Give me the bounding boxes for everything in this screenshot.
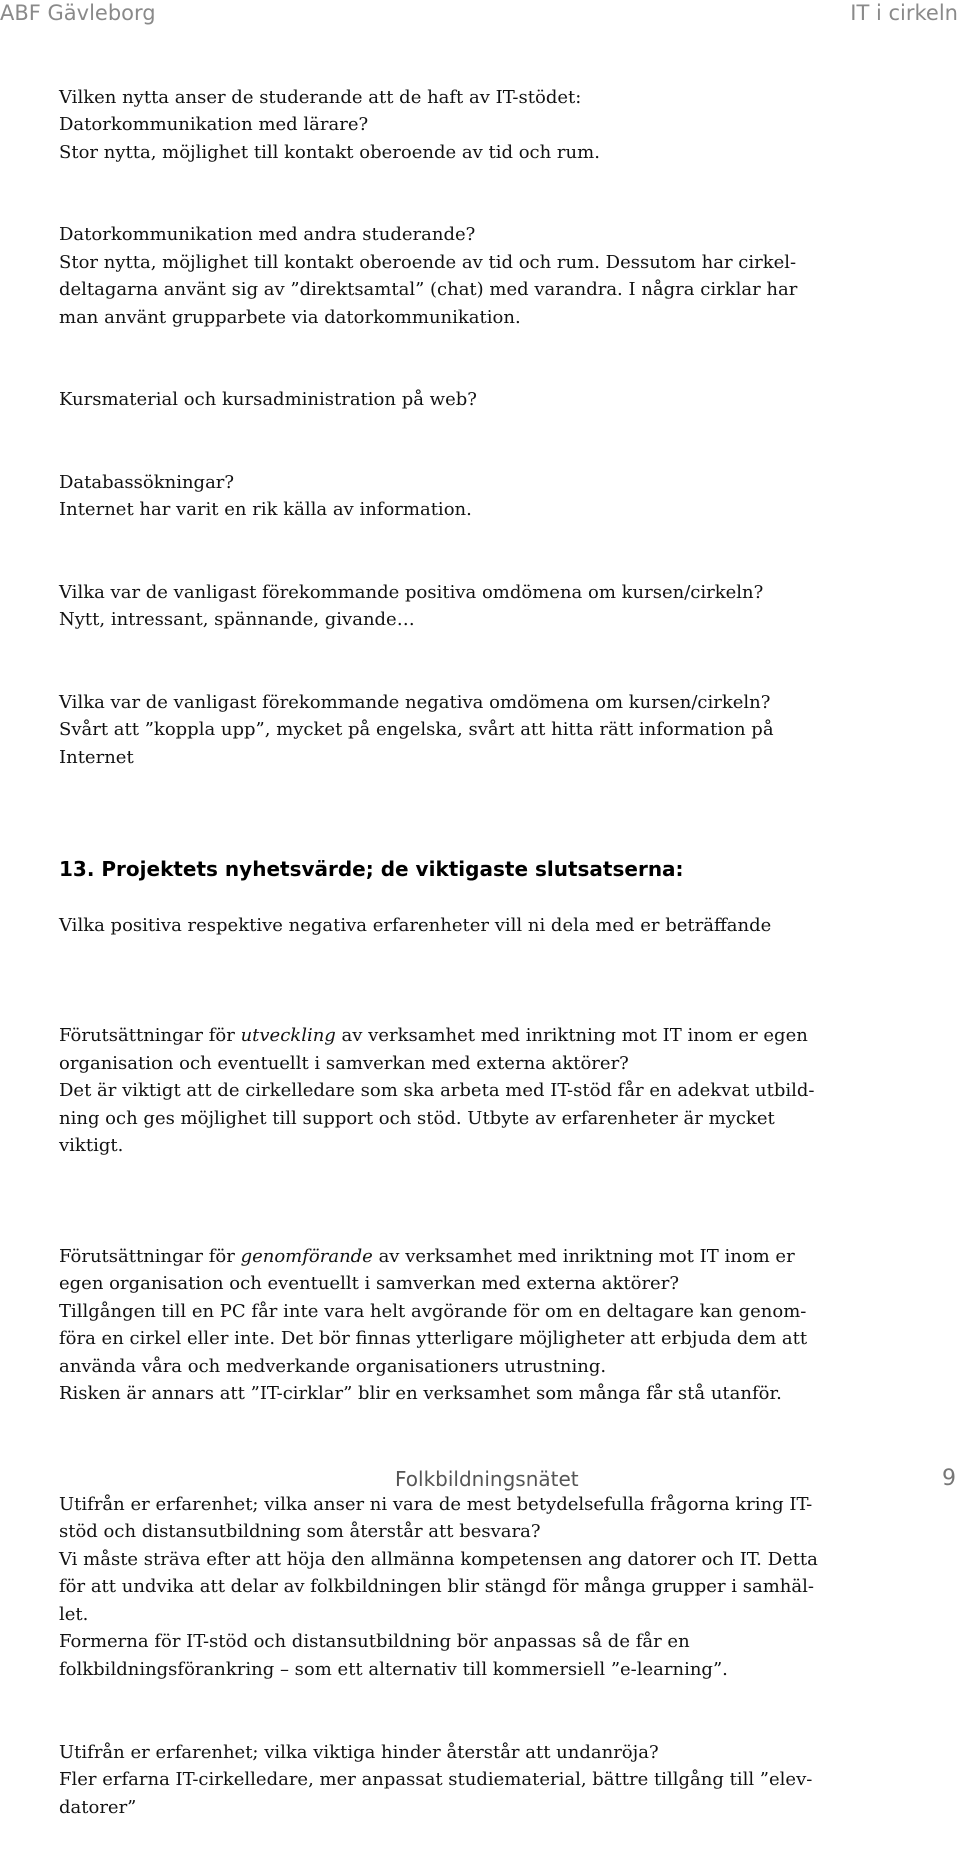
paragraph-student-communication: Datorkommunikation med andra studerande? Stor nytta, möjlighet till kontakt oberoende av tid och rum. Dessutom har cirkel- deltagarna använt sig av ”direktsamtal” (chat) med varandra. I några cirklar har man använt grupparbete via datorkommunikation.	[59, 224, 798, 328]
p2-emphasis: genomförande	[240, 1245, 373, 1267]
section-heading: 13. Projektets nyhetsvärde; de viktigaste slutsatserna:	[59, 857, 684, 881]
p1-rest: av verksamhet med inriktning mot IT inom er egen organisation och eventuellt i samverkan med externa aktörer? Det är viktigt att de cirkelledare som ska arbeta med IT-stöd får en adekvat utbild- ning och ges möjlighet till support och stöd. Utbyte av erfarenheter är mycket viktigt.	[59, 1025, 815, 1156]
paragraph-positive-feedback: Vilka var de vanligast förekommande positiva omdömena om kursen/cirkeln? Nytt, intressant, spännande, givande…	[59, 581, 764, 630]
page-body	[59, 56, 899, 1849]
p2-lead: Förutsättningar för	[59, 1245, 241, 1267]
paragraph-course-material: Kursmaterial och kursadministration på web?	[59, 389, 477, 410]
paragraph-it-benefit: Vilken nytta anser de studerande att de haft av IT-stödet: Datorkommunikation med lärare? Stor nytta, möjlighet till kontakt oberoende av tid och rum.	[59, 86, 600, 163]
section-intro: Vilka positiva respektive negativa erfarenheter vill ni dela med er beträffande	[59, 914, 772, 936]
paragraph-implementation	[59, 1243, 899, 1408]
p1-lead: Förutsättningar för	[59, 1025, 241, 1046]
paragraph-key-questions: Utifrån er erfarenhet; vilka anser ni vara de mest betydelsefulla frågorna kring IT- stöd och distansutbildning som återstår att besvara? Vi måste sträva efter att höja den allmänna kompetensen ang datorer och IT. Detta för att undvika att delar av folkbildningen blir stängd för många grupper i samhäl- let. Formerna för IT-stöd och distansutbildning bör anpassas så de får en folkbildningsförankring – som ett alternativ till kommersiell ”e-learning”.	[59, 1493, 818, 1680]
p2-rest: av verksamhet med inriktning mot IT inom er egen organisation och eventuellt i samverkan med externa aktörer? Tillgången till en PC får inte vara helt avgörande för om en deltagare kan genom- föra en cirkel eller inte. Det bör finnas ytterligare möjligheter att erbjuda dem att använda våra och medverkande organisationers utrustning. Risken är annars att ”IT-cirklar” blir en verksamhet som många får stå utanför.	[59, 1245, 808, 1404]
header-document-title: IT i cirkeln	[850, 1, 958, 25]
paragraph-development	[59, 1022, 899, 1160]
paragraph-negative-feedback: Vilka var de vanligast förekommande negativa omdömena om kursen/cirkeln? Svårt att ”koppla upp”, mycket på engelska, svårt att hitta rätt information på Internet	[59, 691, 774, 768]
p1-emphasis: utveckling	[240, 1025, 336, 1046]
footer-publisher: Folkbildningsnätet	[395, 1467, 579, 1491]
header-organization: ABF Gävleborg	[0, 1, 156, 25]
paragraph-database-search: Databassökningar? Internet har varit en rik källa av information.	[59, 471, 472, 520]
page-number: 9	[942, 1466, 956, 1491]
paragraph-obstacles: Utifrån er erfarenhet; vilka viktiga hinder återstår att undanröja? Fler erfarna IT-cirkelledare, mer anpassat studiematerial, bättre tillgång till ”elev- datorer”	[59, 1741, 813, 1818]
